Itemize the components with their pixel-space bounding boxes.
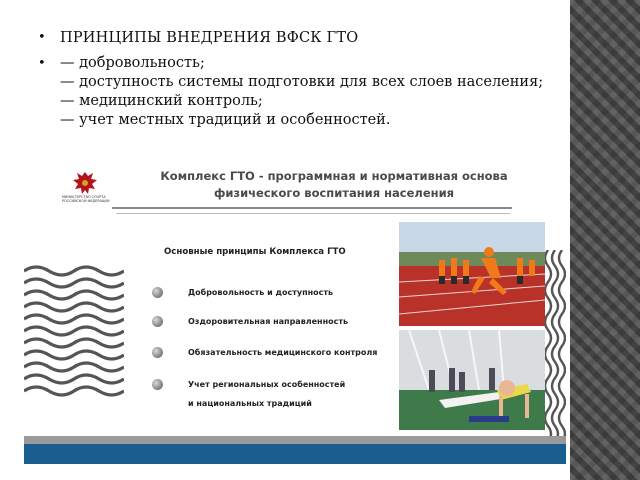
principle-label: Учет региональных особенностей — [188, 380, 346, 389]
bullet-list — [38, 30, 558, 130]
bullet-dot-icon — [152, 316, 163, 327]
title-divider — [116, 213, 510, 214]
principle-label: Обязательность медицинского контроля — [188, 348, 378, 357]
eagle-emblem-icon — [58, 168, 112, 210]
decorative-side-strip — [570, 0, 640, 480]
ministry-label: МИНИСТЕРСТВО СПОРТА РОССИЙСКОЙ ФЕДЕРАЦИИ — [62, 195, 110, 203]
footer-gray-bar — [24, 436, 566, 444]
pushup-photo — [399, 330, 545, 430]
principle-line: — медицинский контроль; — [60, 93, 263, 109]
wave-decoration — [24, 265, 124, 400]
principle-line: — учет местных традиций и особенностей. — [60, 112, 391, 128]
principle-line: — доступность системы подготовки для всех слоев населения; — [60, 74, 544, 90]
slide-subtitle: Основные принципы Комплекса ГТО — [164, 247, 346, 257]
title-divider — [112, 207, 512, 209]
slide-image — [24, 160, 566, 465]
bullet-dot-icon — [152, 347, 163, 358]
principle-label: Добровольность и доступность — [188, 288, 334, 297]
footer-blue-bar — [24, 444, 566, 464]
bullet-principles — [38, 54, 558, 130]
wave-decoration — [544, 250, 566, 440]
principle-label: Оздоровительная направленность — [188, 317, 349, 326]
slide-title-line: Комплекс ГТО - программная и нормативная основа — [160, 169, 508, 183]
slide-title-line: физического воспитания населения — [213, 186, 455, 200]
principle-line: • — добровольность; — [60, 55, 205, 71]
bullet-heading: • ПРИНЦИПЫ ВНЕДРЕНИЯ ВФСК ГТО — [38, 30, 558, 46]
principle-label: и национальных традиций — [188, 399, 312, 408]
slide-title — [144, 168, 524, 202]
bullet-dot-icon — [152, 287, 163, 298]
bullet-dot-icon — [152, 379, 163, 390]
runners-photo — [399, 222, 545, 326]
